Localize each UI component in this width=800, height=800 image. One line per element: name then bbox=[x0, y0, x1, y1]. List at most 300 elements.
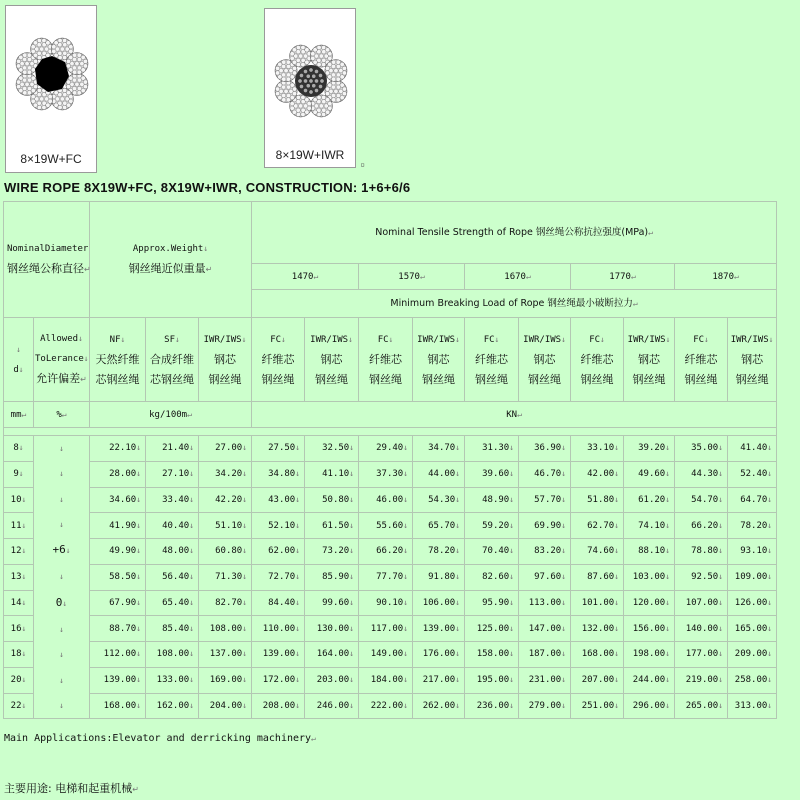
breaking-load-cell: 64.70↓ bbox=[728, 487, 777, 513]
wire-icon bbox=[298, 54, 302, 58]
wire-icon bbox=[66, 59, 70, 63]
weight-cell: 88.70↓ bbox=[90, 616, 146, 642]
wire-icon bbox=[60, 97, 64, 101]
wire-icon bbox=[54, 103, 58, 107]
diameter-cell: 22↓ bbox=[4, 693, 34, 719]
breaking-load-header: Minimum Breaking Load of Rope 钢丝绳最小破断拉力↵ bbox=[252, 290, 777, 318]
breaking-load-cell: 109.00↓ bbox=[728, 564, 777, 590]
breaking-load-cell: 62.00↓ bbox=[252, 539, 305, 565]
breaking-load-cell: 33.10↓ bbox=[571, 436, 624, 462]
breaking-load-cell: 313.00↓ bbox=[728, 693, 777, 719]
fibre-core-icon bbox=[35, 56, 69, 92]
weight-cell: 21.40↓ bbox=[146, 436, 199, 462]
approx-weight-header: Approx.Weight↓ 钢丝绳近似重量↵ bbox=[90, 202, 252, 318]
breaking-load-cell: 69.90↓ bbox=[519, 513, 571, 539]
wire-icon bbox=[325, 66, 329, 70]
wire-icon bbox=[72, 91, 76, 95]
breaking-load-cell: 52.40↓ bbox=[728, 461, 777, 487]
wire-icon bbox=[331, 98, 335, 102]
load-col-iwr: IWR/IWS↓ 钢芯 钢丝绳 bbox=[728, 318, 777, 402]
wire-icon bbox=[319, 54, 323, 58]
diameter-cell: 16↓ bbox=[4, 616, 34, 642]
breaking-load-cell: 61.50↓ bbox=[305, 513, 359, 539]
wire-icon bbox=[54, 41, 58, 45]
wire-icon bbox=[305, 98, 309, 102]
breaking-load-cell: 85.90↓ bbox=[305, 564, 359, 590]
weight-cell: 34.60↓ bbox=[90, 487, 146, 513]
rope-cross-section-iwr-icon bbox=[271, 25, 351, 140]
breaking-load-cell: 219.00↓ bbox=[675, 667, 728, 693]
breaking-load-cell: 44.00↓ bbox=[413, 461, 465, 487]
load-col-iwr: IWR/IWS↓ 钢芯 钢丝绳 bbox=[519, 318, 571, 402]
weight-col-iwr: IWR/IWS↓ 钢芯 钢丝绳 bbox=[199, 318, 252, 402]
wire-icon bbox=[328, 75, 332, 79]
wire-icon bbox=[54, 91, 58, 95]
table-row bbox=[4, 487, 777, 513]
wire-icon bbox=[342, 87, 346, 91]
breaking-load-cell: 39.20↓ bbox=[624, 436, 675, 462]
wire-icon bbox=[16, 80, 20, 84]
wire-icon bbox=[313, 48, 317, 52]
weight-cell: 112.00↓ bbox=[90, 642, 146, 668]
weight-cell: 48.00↓ bbox=[146, 539, 199, 565]
wire-icon bbox=[307, 101, 311, 105]
wire-icon bbox=[305, 110, 309, 114]
wire-icon bbox=[278, 62, 282, 66]
breaking-load-cell: 139.00↓ bbox=[413, 616, 465, 642]
wire-icon bbox=[62, 88, 66, 92]
breaking-load-cell: 46.00↓ bbox=[359, 487, 413, 513]
wire-icon bbox=[296, 112, 300, 116]
breaking-load-cell: 262.00↓ bbox=[413, 693, 465, 719]
breaking-load-cell: 107.00↓ bbox=[675, 590, 728, 616]
wire-icon bbox=[33, 59, 37, 63]
nominal-diameter-header: NominalDiameter 钢丝绳公称直径↵ bbox=[4, 202, 90, 318]
wire-icon bbox=[46, 41, 50, 45]
wire-icon bbox=[58, 105, 62, 109]
wire-icon bbox=[325, 87, 329, 91]
wire-icon bbox=[284, 89, 288, 93]
breaking-load-cell: 93.10↓ bbox=[728, 539, 777, 565]
diameter-cell: 12↓ bbox=[4, 539, 34, 565]
breaking-load-cell: 46.70↓ bbox=[519, 461, 571, 487]
wire-icon bbox=[328, 52, 332, 56]
breaking-load-cell: 88.10↓ bbox=[624, 539, 675, 565]
wire-icon bbox=[334, 89, 338, 93]
wire-icon bbox=[37, 55, 41, 59]
breaking-load-cell: 217.00↓ bbox=[413, 667, 465, 693]
grade-1670: 1670↵ bbox=[465, 264, 571, 290]
breaking-load-cell: 140.00↓ bbox=[675, 616, 728, 642]
figure-caption: 8×19W+IWR bbox=[275, 148, 345, 162]
wire-icon bbox=[275, 66, 279, 70]
wire-icon bbox=[290, 95, 294, 99]
breaking-load-cell: 208.00↓ bbox=[252, 693, 305, 719]
breaking-load-cell: 130.00↓ bbox=[305, 616, 359, 642]
unit-weight: kg/100m↵ bbox=[90, 402, 252, 428]
wire-icon bbox=[72, 53, 76, 57]
breaking-load-cell: 78.20↓ bbox=[413, 539, 465, 565]
breaking-load-cell: 103.00↓ bbox=[624, 564, 675, 590]
breaking-load-cell: 32.50↓ bbox=[305, 436, 359, 462]
wire-icon bbox=[286, 60, 290, 64]
main-applications-zh: 主要用途: 电梯和起重机械↵ bbox=[4, 782, 139, 795]
wire-icon bbox=[317, 95, 321, 99]
wire-icon bbox=[275, 87, 279, 91]
wire-icon bbox=[342, 66, 346, 70]
wire-icon bbox=[325, 98, 329, 102]
wire-icon bbox=[301, 112, 305, 116]
load-col-iwr: IWR/IWS↓ 钢芯 钢丝绳 bbox=[413, 318, 465, 402]
breaking-load-cell: 279.00↓ bbox=[519, 693, 571, 719]
wire-icon bbox=[23, 70, 27, 74]
breaking-load-cell: 203.00↓ bbox=[305, 667, 359, 693]
wire-icon bbox=[31, 94, 35, 98]
breaking-load-cell: 41.40↓ bbox=[728, 436, 777, 462]
wire-icon bbox=[81, 55, 85, 59]
weight-cell: 60.80↓ bbox=[199, 539, 252, 565]
wire-icon bbox=[278, 75, 282, 79]
unit-percent: %↵ bbox=[34, 402, 90, 428]
breaking-load-cell: 156.00↓ bbox=[624, 616, 675, 642]
breaking-load-cell: 31.30↓ bbox=[465, 436, 519, 462]
weight-cell: 108.00↓ bbox=[146, 642, 199, 668]
breaking-load-cell: 51.80↓ bbox=[571, 487, 624, 513]
breaking-load-cell: 78.80↓ bbox=[675, 539, 728, 565]
weight-cell: 168.00↓ bbox=[90, 693, 146, 719]
wire-icon bbox=[328, 62, 332, 66]
breaking-load-cell: 207.00↓ bbox=[571, 667, 624, 693]
wire-icon bbox=[298, 104, 302, 108]
weight-cell: 33.40↓ bbox=[146, 487, 199, 513]
table-row bbox=[4, 461, 777, 487]
wire-icon bbox=[77, 70, 81, 74]
wire-icon bbox=[75, 61, 79, 65]
wire-icon bbox=[282, 77, 286, 81]
grade-1870: 1870↵ bbox=[675, 264, 777, 290]
breaking-load-cell: 61.20↓ bbox=[624, 487, 675, 513]
breaking-load-cell: 66.20↓ bbox=[359, 539, 413, 565]
breaking-load-cell: 43.00↓ bbox=[252, 487, 305, 513]
wire-icon bbox=[16, 64, 20, 68]
wire-icon bbox=[336, 77, 340, 81]
wire-icon bbox=[58, 38, 62, 42]
wire-icon bbox=[342, 91, 346, 95]
breaking-load-cell: 36.90↓ bbox=[519, 436, 571, 462]
wire-icon bbox=[275, 71, 279, 75]
breaking-load-cell: 110.00↓ bbox=[252, 616, 305, 642]
wire-icon bbox=[81, 88, 85, 92]
wire-icon bbox=[66, 84, 70, 88]
wire-icon bbox=[23, 53, 27, 57]
breaking-load-cell: 82.60↓ bbox=[465, 564, 519, 590]
breaking-load-cell: 126.00↓ bbox=[728, 590, 777, 616]
anchor-mark: ▫ bbox=[360, 160, 365, 169]
breaking-load-cell: 164.00↓ bbox=[305, 642, 359, 668]
page-title: WIRE ROPE 8X19W+FC, 8X19W+IWR, CONSTRUCTION: 1+6+6/6 bbox=[4, 180, 411, 195]
wire-icon bbox=[52, 49, 56, 53]
wire-icon bbox=[292, 66, 296, 70]
wire-icon bbox=[69, 94, 73, 98]
wire-icon bbox=[278, 83, 282, 87]
wire-icon bbox=[328, 106, 332, 110]
wire-icon bbox=[52, 45, 56, 49]
wire-icon bbox=[311, 56, 315, 60]
breaking-load-cell: 50.80↓ bbox=[305, 487, 359, 513]
main-applications-en: Main Applications:Elevator and derricking machinery↵ bbox=[4, 733, 316, 744]
weight-cell: 34.20↓ bbox=[199, 461, 252, 487]
rope-figure-fc bbox=[5, 5, 97, 173]
breaking-load-cell: 99.60↓ bbox=[305, 590, 359, 616]
breaking-load-cell: 57.70↓ bbox=[519, 487, 571, 513]
wire-icon bbox=[325, 71, 329, 75]
wire-icon bbox=[321, 45, 325, 49]
wire-icon bbox=[317, 62, 321, 66]
wire-icon bbox=[62, 105, 66, 109]
wire-icon bbox=[292, 87, 296, 91]
wire-icon bbox=[39, 47, 43, 51]
diameter-cell: 8↓ bbox=[4, 436, 34, 462]
table-row bbox=[4, 642, 777, 668]
breaking-load-cell: 106.00↓ bbox=[413, 590, 465, 616]
breaking-load-cell: 177.00↓ bbox=[675, 642, 728, 668]
weight-cell: 28.00↓ bbox=[90, 461, 146, 487]
breaking-load-cell: 42.00↓ bbox=[571, 461, 624, 487]
breaking-load-cell: 198.00↓ bbox=[624, 642, 675, 668]
wire-icon bbox=[31, 99, 35, 103]
wire-icon bbox=[33, 41, 37, 45]
breaking-load-cell: 54.30↓ bbox=[413, 487, 465, 513]
breaking-load-cell: 265.00↓ bbox=[675, 693, 728, 719]
breaking-load-cell: 78.20↓ bbox=[728, 513, 777, 539]
breaking-load-cell: 125.00↓ bbox=[465, 616, 519, 642]
breaking-load-cell: 90.10↓ bbox=[359, 590, 413, 616]
weight-cell: 51.10↓ bbox=[199, 513, 252, 539]
wire-icon bbox=[77, 53, 81, 57]
wire-icon bbox=[48, 94, 52, 98]
breaking-load-cell: 139.00↓ bbox=[252, 642, 305, 668]
weight-cell: 27.00↓ bbox=[199, 436, 252, 462]
wire-icon bbox=[340, 95, 344, 99]
breaking-load-cell: 132.00↓ bbox=[571, 616, 624, 642]
wire-rope-spec-table bbox=[3, 201, 777, 719]
weight-cell: 67.90↓ bbox=[90, 590, 146, 616]
wire-icon bbox=[48, 99, 52, 103]
wire-icon bbox=[75, 82, 79, 86]
breaking-load-cell: 77.70↓ bbox=[359, 564, 413, 590]
breaking-load-cell: 39.60↓ bbox=[465, 461, 519, 487]
breaking-load-cell: 251.00↓ bbox=[571, 693, 624, 719]
breaking-load-cell: 37.30↓ bbox=[359, 461, 413, 487]
wire-icon bbox=[62, 55, 66, 59]
breaking-load-cell: 222.00↓ bbox=[359, 693, 413, 719]
weight-col-nf: NF↓ 天然纤维 芯钢丝绳 bbox=[90, 318, 146, 402]
breaking-load-cell: 87.60↓ bbox=[571, 564, 624, 590]
wire-icon bbox=[81, 76, 85, 80]
wire-icon bbox=[334, 68, 338, 72]
breaking-load-cell: 73.20↓ bbox=[305, 539, 359, 565]
breaking-load-cell: 65.70↓ bbox=[413, 513, 465, 539]
load-col-fc: FC↓ 纤维芯 钢丝绳 bbox=[571, 318, 624, 402]
wire-icon bbox=[290, 56, 294, 60]
wire-icon bbox=[328, 83, 332, 87]
wire-icon bbox=[69, 45, 73, 49]
spacer-row bbox=[4, 428, 777, 436]
wire-icon bbox=[37, 88, 41, 92]
breaking-load-cell: 66.20↓ bbox=[675, 513, 728, 539]
wire-icon bbox=[69, 68, 73, 72]
wire-icon bbox=[286, 98, 290, 102]
weight-cell: 82.70↓ bbox=[199, 590, 252, 616]
wire-icon bbox=[27, 70, 31, 74]
wire-icon bbox=[37, 105, 41, 109]
wire-icon bbox=[313, 110, 317, 114]
rope-figure-iwr bbox=[264, 8, 365, 169]
diameter-cell: 9↓ bbox=[4, 461, 34, 487]
wire-icon bbox=[290, 52, 294, 56]
wire-icon bbox=[296, 45, 300, 49]
breaking-load-cell: 296.00↓ bbox=[624, 693, 675, 719]
unit-kn: KN↵ bbox=[252, 402, 777, 428]
wire-icon bbox=[69, 55, 73, 59]
wire-icon bbox=[292, 71, 296, 75]
wire-icon bbox=[311, 52, 315, 56]
grade-1770: 1770↵ bbox=[571, 264, 675, 290]
breaking-load-cell: 113.00↓ bbox=[519, 590, 571, 616]
wire-icon bbox=[331, 77, 335, 81]
weight-cell: 204.00↓ bbox=[199, 693, 252, 719]
breaking-load-cell: 231.00↓ bbox=[519, 667, 571, 693]
breaking-load-cell: 209.00↓ bbox=[728, 642, 777, 668]
diameter-cell: 10↓ bbox=[4, 487, 34, 513]
breaking-load-cell: 91.80↓ bbox=[413, 564, 465, 590]
wire-icon bbox=[301, 95, 305, 99]
column-type-row bbox=[4, 318, 777, 402]
wire-icon bbox=[307, 106, 311, 110]
wire-icon bbox=[313, 98, 317, 102]
weight-cell: 137.00↓ bbox=[199, 642, 252, 668]
wire-icon bbox=[31, 76, 35, 80]
breaking-load-cell: 176.00↓ bbox=[413, 642, 465, 668]
wire-icon bbox=[321, 112, 325, 116]
unit-mm: mm↵ bbox=[4, 402, 34, 428]
breaking-load-cell: 149.00↓ bbox=[359, 642, 413, 668]
wire-icon bbox=[325, 48, 329, 52]
breaking-load-cell: 49.60↓ bbox=[624, 461, 675, 487]
weight-cell: 22.10↓ bbox=[90, 436, 146, 462]
wire-icon bbox=[39, 97, 43, 101]
wire-icon bbox=[292, 110, 296, 114]
wire-icon bbox=[278, 95, 282, 99]
wire-icon bbox=[66, 103, 70, 107]
breaking-load-cell: 35.00↓ bbox=[675, 436, 728, 462]
wire-icon bbox=[62, 38, 66, 42]
tensile-strength-header: Nominal Tensile Strength of Rope 钢丝绳公称抗拉强度(MPa)↵ bbox=[252, 202, 777, 264]
breaking-load-cell: 52.10↓ bbox=[252, 513, 305, 539]
wire-icon bbox=[321, 95, 325, 99]
wire-icon bbox=[31, 45, 35, 49]
breaking-load-cell: 187.00↓ bbox=[519, 642, 571, 668]
wire-icon bbox=[296, 95, 300, 99]
diameter-cell: 20↓ bbox=[4, 667, 34, 693]
load-col-iwr: IWR/IWS↓ 钢芯 钢丝绳 bbox=[624, 318, 675, 402]
load-col-iwr: IWR/IWS↓ 钢芯 钢丝绳 bbox=[305, 318, 359, 402]
weight-cell: 71.30↓ bbox=[199, 564, 252, 590]
weight-cell: 65.40↓ bbox=[146, 590, 199, 616]
breaking-load-cell: 62.70↓ bbox=[571, 513, 624, 539]
breaking-load-cell: 70.40↓ bbox=[465, 539, 519, 565]
table-row bbox=[4, 667, 777, 693]
breaking-load-cell: 84.40↓ bbox=[252, 590, 305, 616]
wire-icon bbox=[23, 91, 27, 95]
breaking-load-cell: 117.00↓ bbox=[359, 616, 413, 642]
breaking-load-cell: 147.00↓ bbox=[519, 616, 571, 642]
wire-icon bbox=[340, 62, 344, 66]
wire-icon bbox=[336, 60, 340, 64]
table-row bbox=[4, 616, 777, 642]
load-col-fc: FC↓ 纤维芯 钢丝绳 bbox=[252, 318, 305, 402]
breaking-load-cell: 172.00↓ bbox=[252, 667, 305, 693]
wire-icon bbox=[325, 110, 329, 114]
wire-icon bbox=[31, 88, 35, 92]
wire-icon bbox=[31, 49, 35, 53]
breaking-load-cell: 27.50↓ bbox=[252, 436, 305, 462]
wire-icon bbox=[328, 101, 332, 105]
wire-icon bbox=[301, 62, 305, 66]
breaking-load-cell: 34.70↓ bbox=[413, 436, 465, 462]
wire-icon bbox=[292, 48, 296, 52]
wire-icon bbox=[319, 104, 323, 108]
wire-icon bbox=[27, 91, 31, 95]
table-row bbox=[4, 513, 777, 539]
wire-icon bbox=[83, 64, 87, 68]
weight-cell: 162.00↓ bbox=[146, 693, 199, 719]
breaking-load-cell: 83.20↓ bbox=[519, 539, 571, 565]
breaking-load-cell: 29.40↓ bbox=[359, 436, 413, 462]
wire-icon bbox=[83, 84, 87, 88]
weight-cell: 139.00↓ bbox=[90, 667, 146, 693]
wire-icon bbox=[328, 56, 332, 60]
wire-icon bbox=[19, 55, 23, 59]
wire-icon bbox=[66, 41, 70, 45]
breaking-load-cell: 72.70↓ bbox=[252, 564, 305, 590]
breaking-load-cell: 246.00↓ bbox=[305, 693, 359, 719]
weight-cell: 41.90↓ bbox=[90, 513, 146, 539]
wire-icon bbox=[317, 112, 321, 116]
breaking-load-cell: 158.00↓ bbox=[465, 642, 519, 668]
wire-icon bbox=[317, 45, 321, 49]
wire-icon bbox=[19, 88, 23, 92]
grade-1570: 1570↵ bbox=[359, 264, 465, 290]
diameter-cell: 13↓ bbox=[4, 564, 34, 590]
wire-icon bbox=[66, 64, 70, 68]
weight-cell: 108.00↓ bbox=[199, 616, 252, 642]
diameter-cell: 18↓ bbox=[4, 642, 34, 668]
wire-icon bbox=[342, 71, 346, 75]
wire-icon bbox=[286, 77, 290, 81]
wire-icon bbox=[72, 70, 76, 74]
breaking-load-cell: 195.00↓ bbox=[465, 667, 519, 693]
wire-icon bbox=[336, 98, 340, 102]
figure-caption: 8×19W+FC bbox=[20, 152, 82, 166]
wire-icon bbox=[340, 75, 344, 79]
wire-icon bbox=[290, 106, 294, 110]
header-row bbox=[4, 202, 777, 264]
wire-icon bbox=[16, 59, 20, 63]
wire-icon bbox=[313, 60, 317, 64]
wire-icon bbox=[284, 68, 288, 72]
breaking-load-cell: 236.00↓ bbox=[465, 693, 519, 719]
